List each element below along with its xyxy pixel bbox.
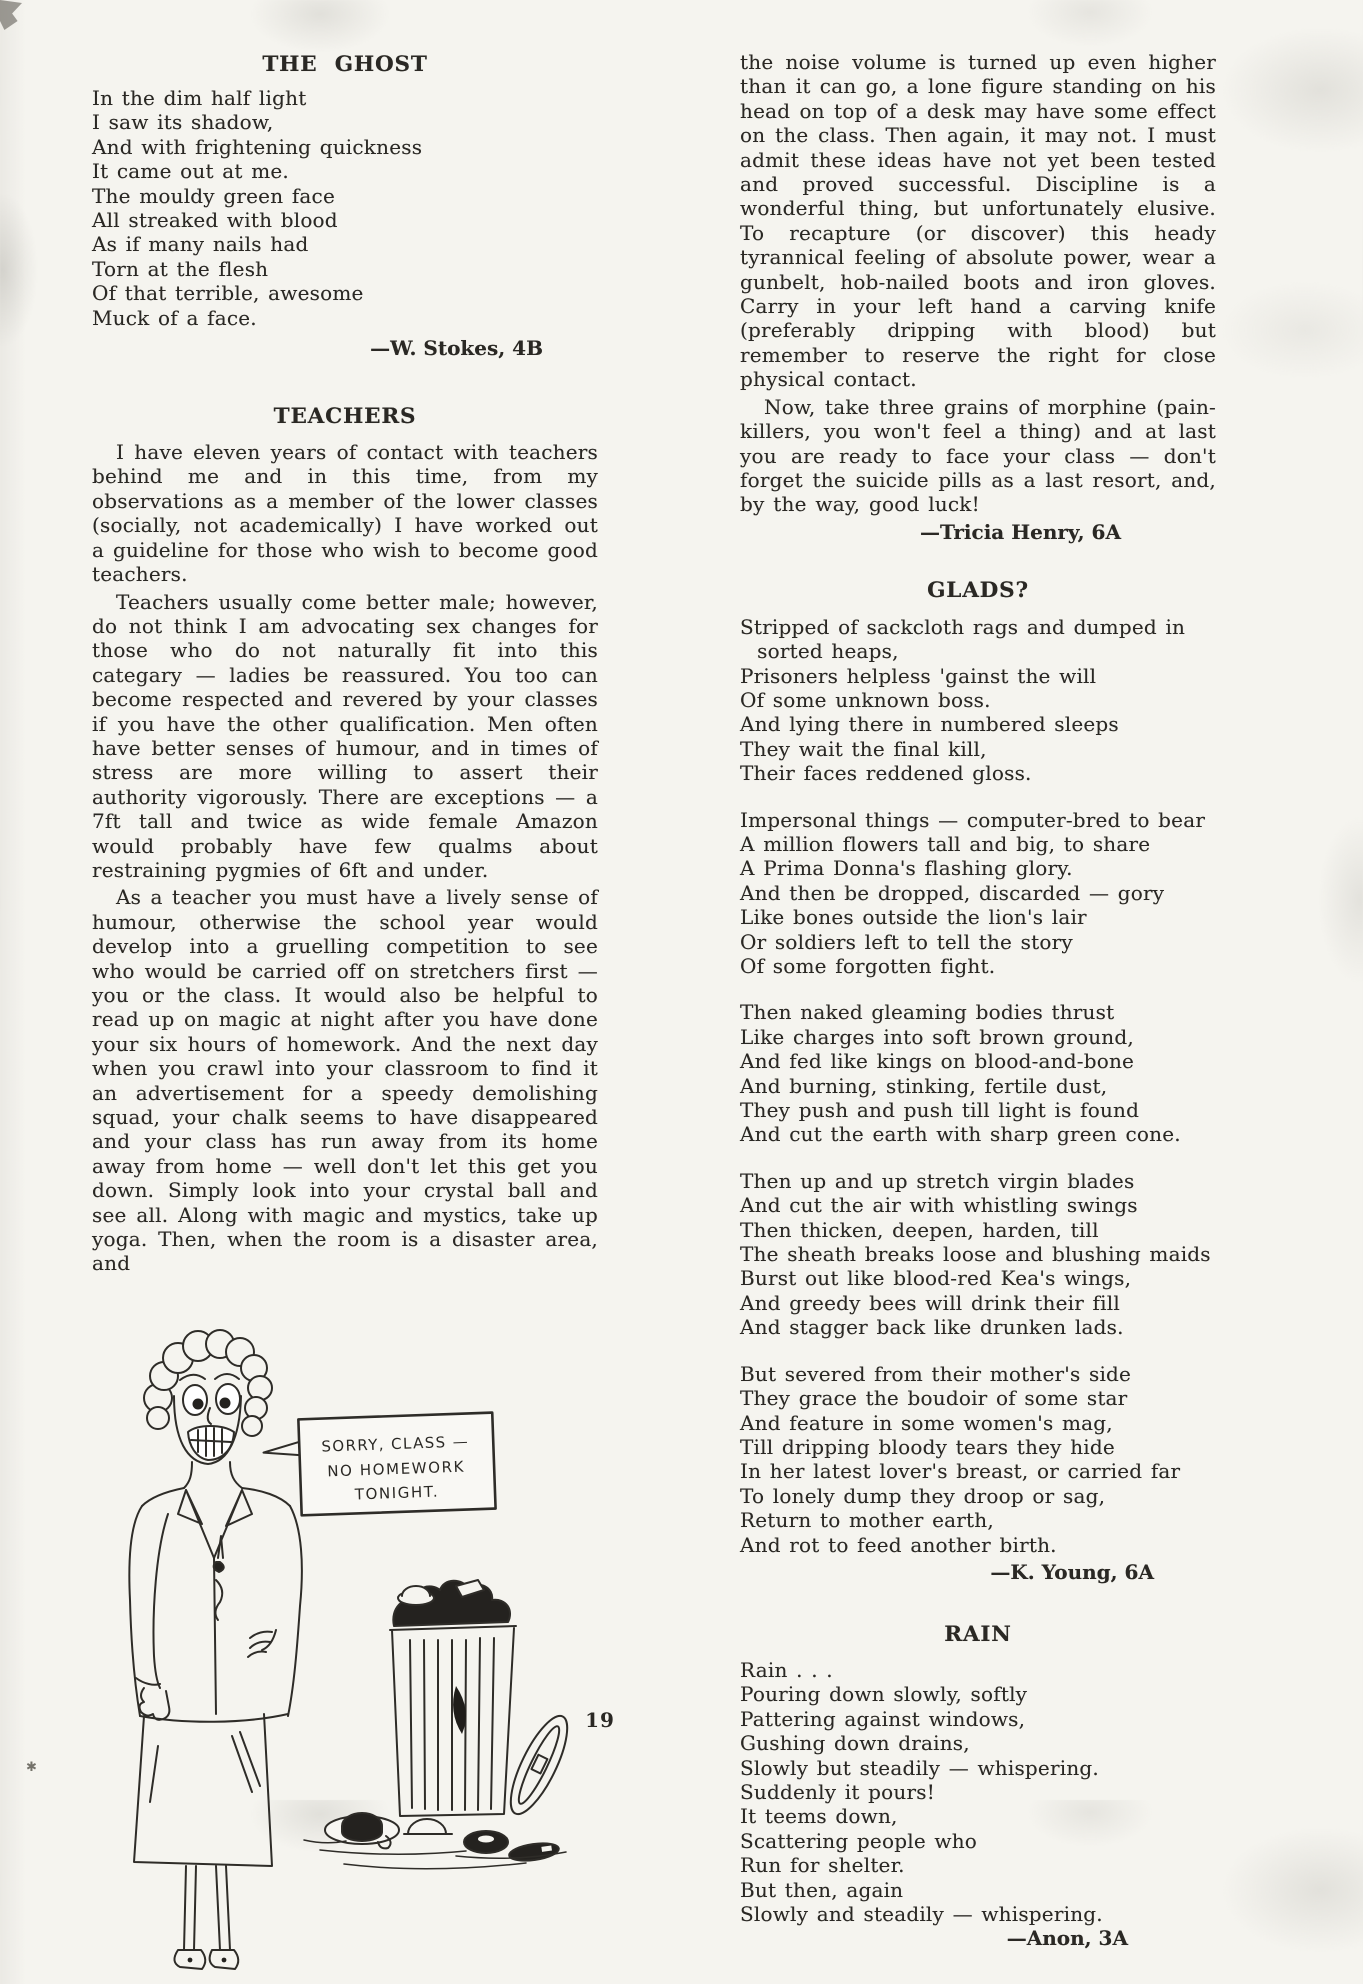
- poem-line: All streaked with blood: [92, 208, 338, 233]
- poem-title-glads: GLADS?: [927, 577, 1029, 603]
- scan-corner-artifact: [0, 0, 22, 30]
- poem-line: Their faces reddened gloss.: [740, 761, 1032, 786]
- article-title-teachers: TEACHERS: [273, 404, 417, 430]
- poem-line: And with frightening quickness: [92, 134, 423, 159]
- poem-line: Slowly and steadily — whispering.: [740, 1902, 1103, 1926]
- poem-line: sorted heaps,: [740, 639, 899, 664]
- glads-stanza-3: [740, 1000, 1216, 1146]
- poem-line: Muck of a face.: [92, 305, 257, 330]
- poem-line: And then be dropped, discarded — gory: [740, 880, 1165, 905]
- teacher-cartoon-drawing: [94, 1300, 614, 1980]
- teachers-paragraph-2: Teachers usually come better male; however, do not think I am advocating sex changes for those who do not naturally fit into this categary — ladies be reassured. You too can become respected and revered by your classes if you have the other qualification. Men often have better senses of humour, and in times of stress are more willing to assert their authority vigorously. There are exceptions — a 7ft tall and twice as wide female Amazon would probably have few qualms about restraining pygmies of 6ft and under.: [92, 589, 598, 882]
- speech-line-3: TONIGHT.: [354, 1482, 440, 1504]
- left-column: [92, 0, 598, 1984]
- attribution-w-stokes: —W. Stokes, 4B: [370, 336, 543, 361]
- right-column: [740, 0, 1216, 1950]
- poem-line: Then naked gleaming bodies thrust: [740, 1000, 1115, 1025]
- teacher-skirt-legs: [134, 1714, 272, 1969]
- poem-line: Of some forgotten fight.: [740, 954, 996, 978]
- poem-line: Return to mother earth,: [740, 1508, 994, 1533]
- poem-line: And rot to feed another birth.: [740, 1532, 1057, 1557]
- poem-line: Impersonal things — computer-bred to bear: [740, 807, 1206, 832]
- poem-rain: [740, 1658, 1216, 1926]
- poem-line: It teems down,: [740, 1804, 898, 1829]
- page-number: 19: [585, 1708, 615, 1732]
- poem-line: Torn at the flesh: [92, 256, 269, 281]
- poem-line: And cut the earth with sharp green cone.: [740, 1122, 1181, 1147]
- poem-line: The sheath breaks loose and blushing maids: [740, 1242, 1211, 1267]
- poem-line: Run for shelter.: [740, 1853, 905, 1878]
- poem-line: But severed from their mother's side: [740, 1361, 1132, 1386]
- poem-line: And stagger back like drunken lads.: [740, 1315, 1124, 1340]
- poem-line: Slowly but steadily — whispering.: [740, 1755, 1099, 1780]
- discarded-hats: [325, 1813, 560, 1863]
- teachers-continued-paragraph-1: the noise volume is turned up even higher than it can go, a lone figure standing on his head on top of a desk may have some effect on the class. Then again, it may not. I must admit these ideas have not yet been tested and proved successful. Discipline is a wonderful thing, but unfortunately elusive. To recapture (or discover) this heady tyrannical feeling of absolute power, wear a gunbelt, hob-nailed boots and iron gloves. Carry in your left hand a carving knife (preferably dripping with blood) but remember to reserve the right for close physical contact.: [740, 50, 1216, 392]
- speech-bubble: [262, 1412, 495, 1516]
- poem-line: Scattering people who: [740, 1828, 978, 1853]
- poem-title-the-ghost: THE GHOST: [262, 52, 428, 77]
- poem-line: Prisoners helpless 'gainst the will: [740, 663, 1097, 688]
- poem-line: In her latest lover's breast, or carried far: [740, 1459, 1181, 1484]
- attribution-k-young: —K. Young, 6A: [990, 1559, 1154, 1584]
- speech-line-1: SORRY, CLASS —: [321, 1432, 470, 1456]
- teacher-body: [129, 1462, 302, 1722]
- poem-line: And cut the air with whistling swings: [740, 1193, 1138, 1218]
- poem-line: As if many nails had: [92, 232, 309, 257]
- glads-stanza-1: [740, 615, 1216, 786]
- poem-line: Then thicken, deepen, harden, till: [740, 1217, 1099, 1242]
- poem-line: And burning, stinking, fertile dust,: [740, 1073, 1108, 1098]
- poem-line: Of some unknown boss.: [740, 687, 991, 712]
- glads-stanza-4: [740, 1169, 1216, 1340]
- trash-can: [390, 1580, 516, 1816]
- poem-line: But then, again: [740, 1877, 904, 1902]
- poem-line: Till dripping bloody tears they hide: [740, 1434, 1115, 1459]
- poem-line: Suddenly it pours!: [740, 1779, 935, 1804]
- poem-line: Pattering against windows,: [740, 1706, 1026, 1731]
- poem-line: Of that terrible, awesome: [92, 281, 364, 306]
- scan-speck-artifact: ✱: [26, 1760, 37, 1775]
- attribution-tricia-henry: —Tricia Henry, 6A: [919, 519, 1121, 544]
- teachers-paragraph-3: As a teacher you must have a lively sense of humour, otherwise the school year would develop into a gruelling competition to see who would be carried off on stretchers first — you or the class. It would also be helpful to read up on magic at night after you have done your six hours of homework. And the next day when you crawl into your classroom to find it an advertisement for a speedy demolishing squad, your chalk seems to have disappeared and your class has run away from its home away from home — well don't let this get you down. Simply look into your crystal ball and see all. Along with magic and mystics, take up yoga. Then, when the room is a disaster area, and: [92, 885, 598, 1276]
- poem-line: Rain . . .: [740, 1657, 833, 1682]
- attribution-anon: —Anon, 3A: [1006, 1926, 1128, 1951]
- poem-line: And lying there in numbered sleeps: [740, 712, 1119, 737]
- teachers-continued-paragraph-2: Now, take three grains of morphine (pain-killers, you won't feel a thing) and at last you are ready to face your class — don't forget the suicide pills as a last resort, and, by the way, good luck!: [740, 394, 1216, 517]
- speech-line-2: NO HOMEWORK: [326, 1457, 466, 1481]
- poem-title-rain: RAIN: [944, 1621, 1012, 1647]
- poem-line: They wait the final kill,: [740, 736, 987, 761]
- poem-line: They grace the boudoir of some star: [740, 1386, 1128, 1411]
- teachers-paragraph-1: I have eleven years of contact with teachers behind me and in this time, from my observations as a member of the lower classes (socially, not academically) I have worked out a guideline for those who wish to become good teachers.: [92, 440, 598, 587]
- poem-line: They push and push till light is found: [740, 1098, 1140, 1123]
- poem-line: And greedy bees will drink their fill: [740, 1290, 1120, 1315]
- poem-line: And fed like kings on blood-and-bone: [740, 1049, 1135, 1074]
- poem-line: It came out at me.: [92, 159, 289, 184]
- glads-stanza-5: [740, 1362, 1216, 1557]
- poem-line: In the dim half light: [92, 86, 307, 110]
- poem-line: To lonely dump they droop or sag,: [740, 1483, 1106, 1508]
- poem-line: Like bones outside the lion's lair: [740, 905, 1087, 930]
- poem-line: The mouldy green face: [92, 183, 335, 208]
- poem-line: Pouring down slowly, softly: [740, 1682, 1028, 1707]
- poem-line: Burst out like blood-red Kea's wings,: [740, 1266, 1132, 1291]
- glads-stanza-2: [740, 808, 1216, 979]
- poem-line: And feature in some women's mag,: [740, 1410, 1113, 1435]
- poem-line: Then up and up stretch virgin blades: [740, 1168, 1135, 1193]
- poem-the-ghost: [92, 86, 598, 330]
- poem-line: Stripped of sackcloth rags and dumped in: [740, 614, 1186, 639]
- poem-line: I saw its shadow,: [92, 110, 274, 135]
- poem-line: A Prima Donna's flashing glory.: [740, 856, 1073, 881]
- cartoon-illustration: [94, 1300, 598, 1984]
- poem-line: Gushing down drains,: [740, 1731, 970, 1756]
- teacher-face: [174, 1374, 241, 1464]
- poem-line: Or soldiers left to tell the story: [740, 929, 1073, 954]
- poem-line: A million flowers tall and big, to share: [740, 831, 1151, 856]
- poem-line: Like charges into soft brown ground,: [740, 1024, 1134, 1049]
